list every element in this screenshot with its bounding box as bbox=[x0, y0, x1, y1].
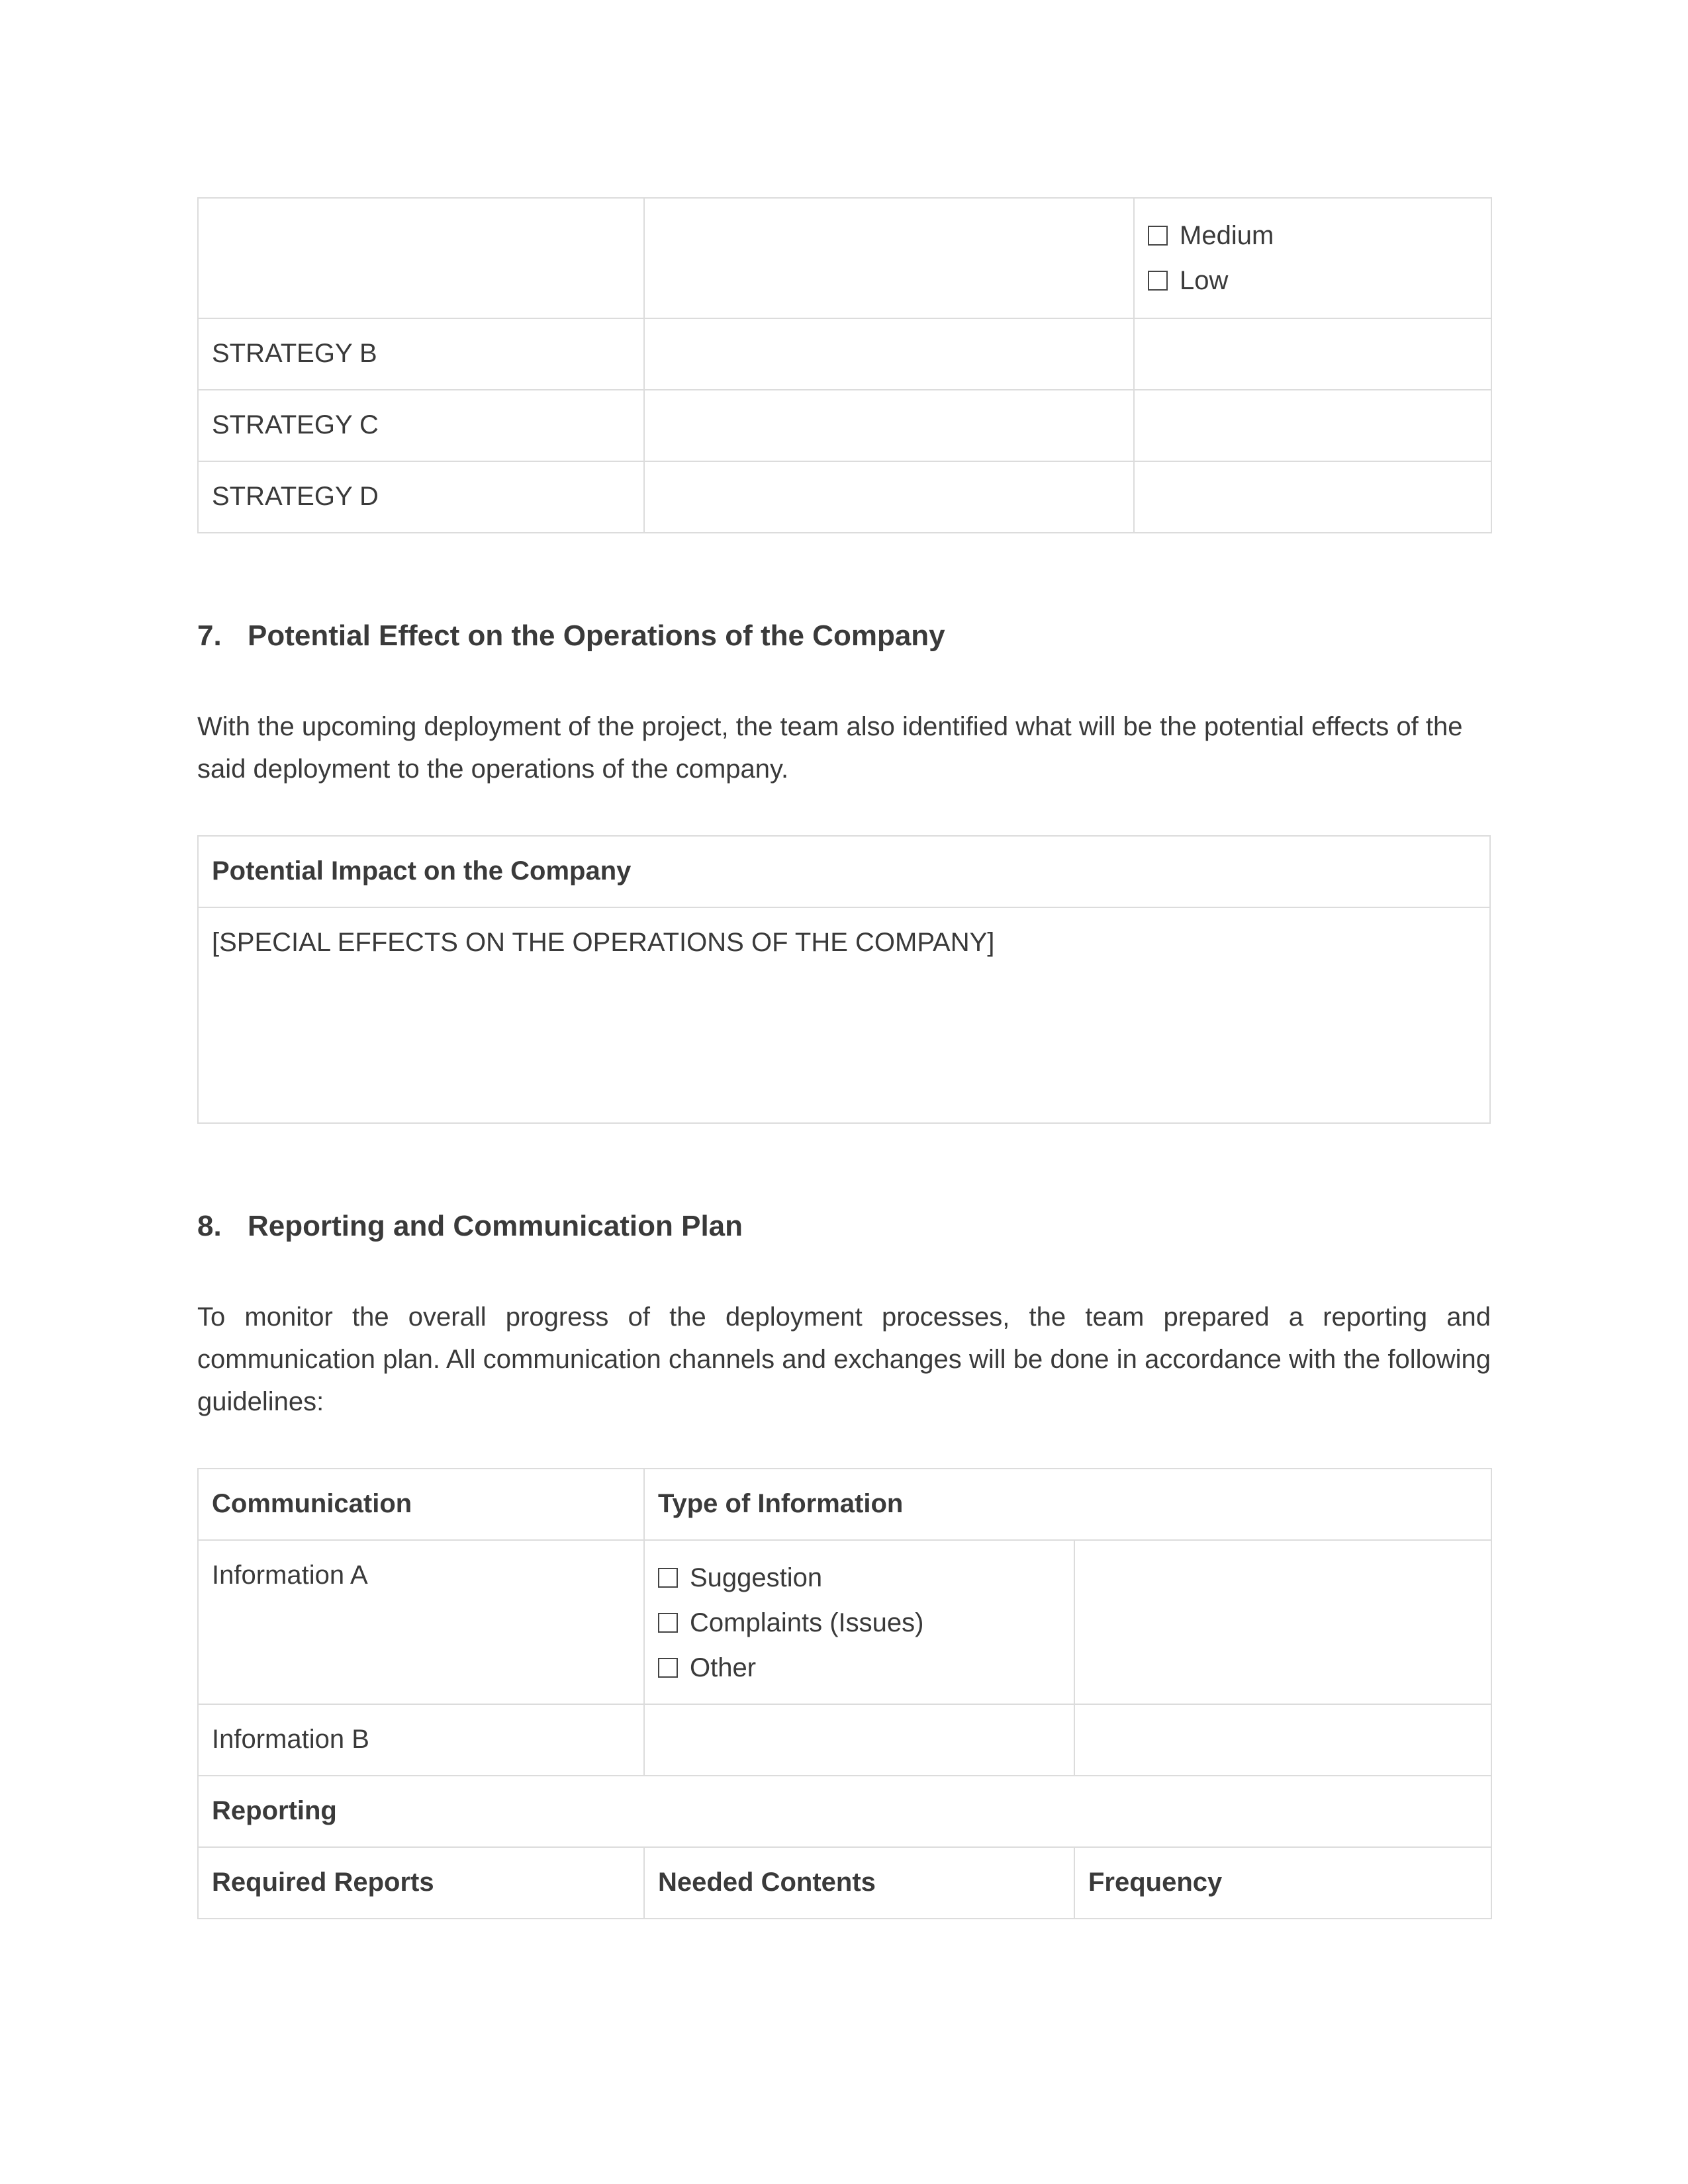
info-option-other[interactable]: Other bbox=[658, 1645, 1060, 1690]
section-title: Potential Effect on the Operations of the Company bbox=[248, 619, 945, 652]
table-row bbox=[198, 390, 1491, 461]
info-option-complaints[interactable]: Complaints (Issues) bbox=[658, 1600, 1060, 1645]
info-type-options-cell bbox=[644, 1540, 1074, 1704]
table-row bbox=[198, 907, 1490, 1123]
table-row bbox=[198, 1540, 1491, 1704]
priority-options-cell bbox=[1134, 198, 1491, 318]
section-number: 7. bbox=[197, 619, 222, 652]
table-row bbox=[198, 1776, 1491, 1847]
info-option-suggestion[interactable]: Suggestion bbox=[658, 1555, 1060, 1600]
table-row bbox=[198, 1704, 1491, 1776]
impact-table-body: [SPECIAL EFFECTS ON THE OPERATIONS OF THE COMPANY] bbox=[198, 907, 1490, 1123]
impact-table-header: Potential Impact on the Company bbox=[198, 836, 1490, 907]
strategy-label: STRATEGY D bbox=[198, 461, 644, 533]
frequency-header: Frequency bbox=[1074, 1847, 1491, 1919]
type-of-information-header: Type of Information bbox=[644, 1469, 1491, 1540]
needed-contents-header: Needed Contents bbox=[644, 1847, 1074, 1919]
information-b-label: Information B bbox=[198, 1704, 644, 1776]
communication-header: Communication bbox=[198, 1469, 644, 1540]
table-row bbox=[198, 198, 1491, 318]
checkbox-icon[interactable] bbox=[1148, 226, 1168, 246]
impact-table bbox=[197, 835, 1491, 1124]
information-a-label: Information A bbox=[198, 1540, 644, 1704]
table-row bbox=[198, 836, 1490, 907]
priority-option-low[interactable]: Low bbox=[1148, 258, 1477, 303]
strategy-label: STRATEGY B bbox=[198, 318, 644, 390]
section-8-paragraph: To monitor the overall progress of the deployment processes, the team prepared a reporting and communication plan. All communication channels and exchanges will be done in accordance with the following guidelines: bbox=[197, 1302, 1491, 1416]
section-7-heading bbox=[197, 619, 945, 653]
strategy-table bbox=[197, 197, 1492, 533]
table-row bbox=[198, 461, 1491, 533]
table-row bbox=[198, 318, 1491, 390]
communication-table bbox=[197, 1468, 1492, 1919]
reporting-header: Reporting bbox=[198, 1776, 1491, 1847]
checkbox-icon[interactable] bbox=[1148, 271, 1168, 291]
section-7-paragraph: With the upcoming deployment of the project, the team also identified what will be the potential effects of the said deployment to the operations of the company. bbox=[197, 712, 1463, 784]
priority-option-medium[interactable]: Medium bbox=[1148, 213, 1477, 258]
checkbox-icon[interactable] bbox=[658, 1658, 678, 1678]
checkbox-icon[interactable] bbox=[658, 1613, 678, 1633]
checkbox-icon[interactable] bbox=[658, 1568, 678, 1588]
table-row bbox=[198, 1469, 1491, 1540]
required-reports-header: Required Reports bbox=[198, 1847, 644, 1919]
section-number: 8. bbox=[197, 1210, 222, 1242]
table-row bbox=[198, 1847, 1491, 1919]
section-title: Reporting and Communication Plan bbox=[248, 1210, 743, 1242]
strategy-label: STRATEGY C bbox=[198, 390, 644, 461]
section-8-heading bbox=[197, 1210, 743, 1243]
